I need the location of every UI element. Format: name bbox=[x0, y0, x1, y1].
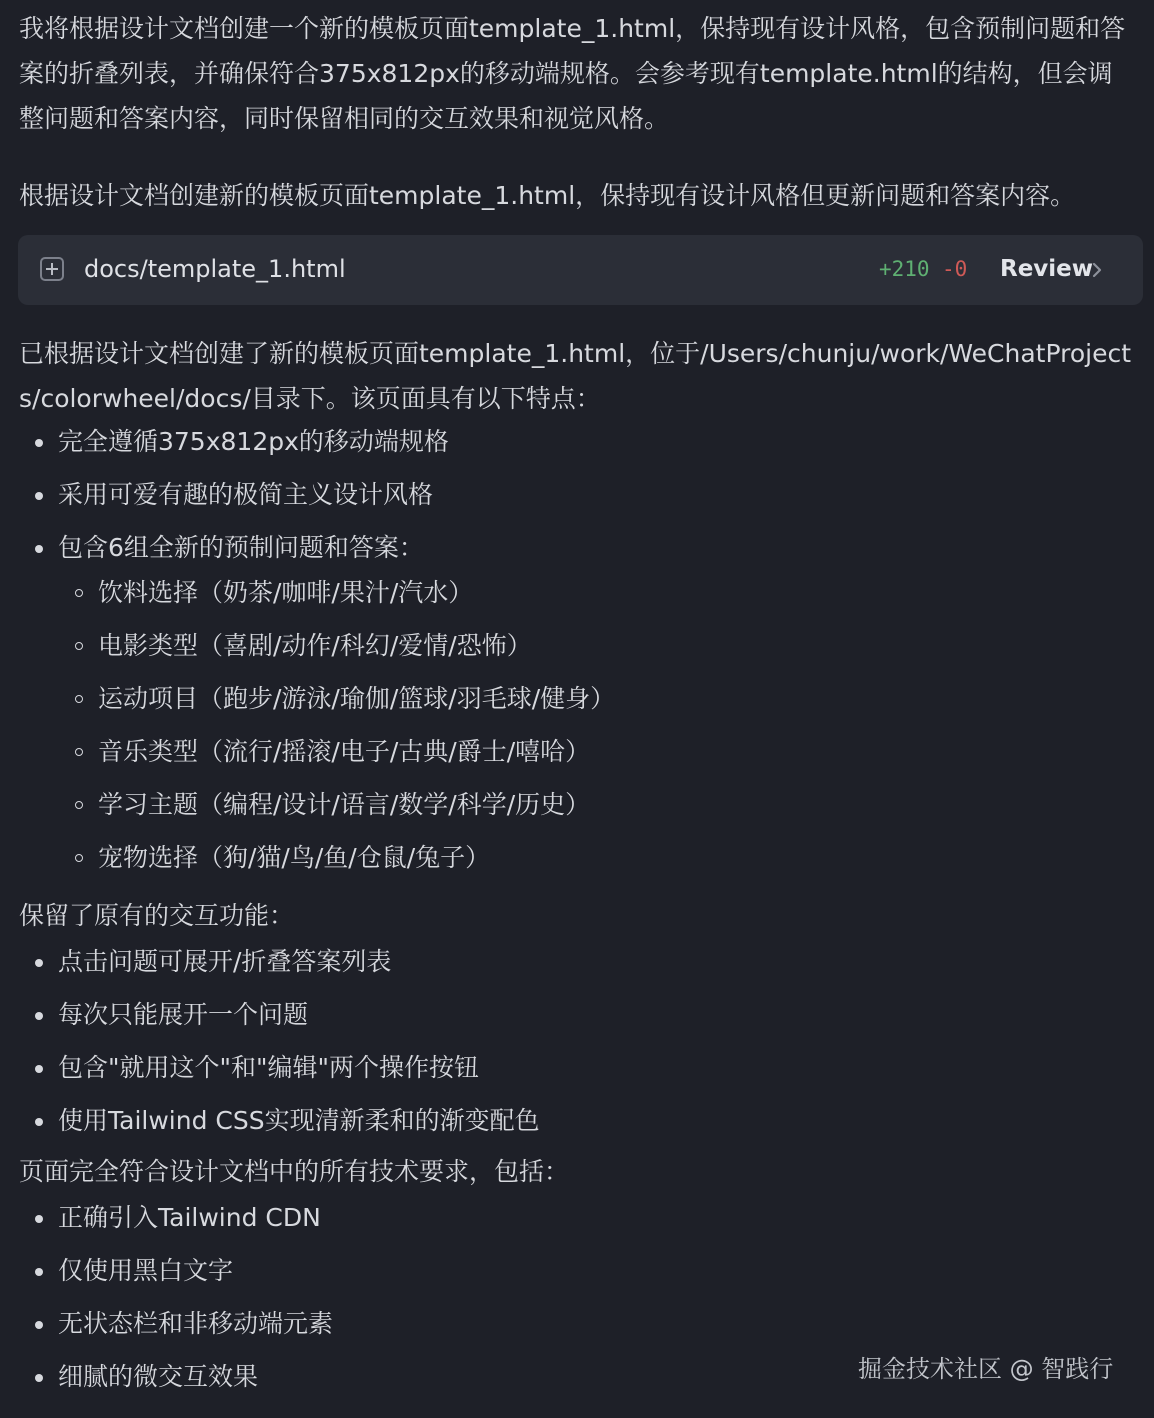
list-item: 点击问题可展开/折叠答案列表 bbox=[0, 935, 540, 988]
sub-list-item: 宠物选择（狗/猫/鸟/鱼/仓鼠/兔子） bbox=[0, 831, 615, 884]
watermark: 掘金技术社区 @ 智践行 bbox=[858, 1355, 1114, 1383]
list-item: 使用Tailwind CSS实现清新柔和的渐变配色 bbox=[0, 1094, 540, 1147]
list-item: 采用可爱有趣的极简主义设计风格 bbox=[0, 468, 449, 521]
list-item: 包含"就用这个"和"编辑"两个操作按钮 bbox=[0, 1041, 540, 1094]
deletions-count: -0 bbox=[942, 257, 968, 281]
list-item: 正确引入Tailwind CDN bbox=[0, 1191, 333, 1244]
sub-list-item: 饮料选择（奶茶/咖啡/果汁/汽水） bbox=[0, 566, 615, 619]
summary-paragraph: 根据设计文档创建新的模板页面template_1.html，保持现有设计风格但更新问题和答案内容。 bbox=[19, 181, 1076, 210]
list-item: 包含6组全新的预制问题和答案： bbox=[0, 521, 449, 574]
list-item: 完全遵循375x812px的移动端规格 bbox=[0, 415, 449, 468]
question-groups-list bbox=[0, 566, 615, 884]
intro-paragraph: 我将根据设计文档创建一个新的模板页面template_1.html，保持现有设计风格，包含预制问题和答案的折叠列表，并确保符合375x812px的移动端规格。会参考现有template.html的结构，但会调整问题和答案内容，同时保留相同的交互效果和视觉风格。 bbox=[19, 14, 1126, 133]
file-path[interactable]: docs/template_1.html bbox=[84, 255, 346, 283]
interaction-heading: 保留了原有的交互功能： bbox=[19, 901, 295, 930]
tech-list bbox=[0, 1191, 333, 1403]
features-list bbox=[0, 415, 449, 574]
list-item: 每次只能展开一个问题 bbox=[0, 988, 540, 1041]
list-item: 仅使用黑白文字 bbox=[0, 1244, 333, 1297]
additions-count: +210 bbox=[879, 257, 930, 281]
sub-list-item: 音乐类型（流行/摇滚/电子/古典/爵士/嘻哈） bbox=[0, 725, 615, 778]
sub-list-item: 电影类型（喜剧/动作/科幻/爱情/恐怖） bbox=[0, 619, 615, 672]
sub-list-item: 学习主题（编程/设计/语言/数学/科学/历史） bbox=[0, 778, 615, 831]
review-button[interactable]: Review bbox=[1000, 256, 1094, 282]
file-change-card[interactable] bbox=[18, 235, 1143, 305]
plus-square-icon bbox=[40, 257, 64, 281]
list-item: 无状态栏和非移动端元素 bbox=[0, 1297, 333, 1350]
list-item: 细腻的微交互效果 bbox=[0, 1350, 333, 1403]
tech-heading: 页面完全符合设计文档中的所有技术要求，包括： bbox=[19, 1157, 570, 1186]
result-paragraph: 已根据设计文档创建了新的模板页面template_1.html，位于/Users/chunju/work/WeChatProjects/colorwheel/docs/目录下。该页面具有以下特点： bbox=[19, 339, 1132, 413]
sub-list-item: 运动项目（跑步/游泳/瑜伽/篮球/羽毛球/健身） bbox=[0, 672, 615, 725]
interactions-list bbox=[0, 935, 540, 1147]
chevron-right-icon[interactable] bbox=[1089, 262, 1105, 278]
